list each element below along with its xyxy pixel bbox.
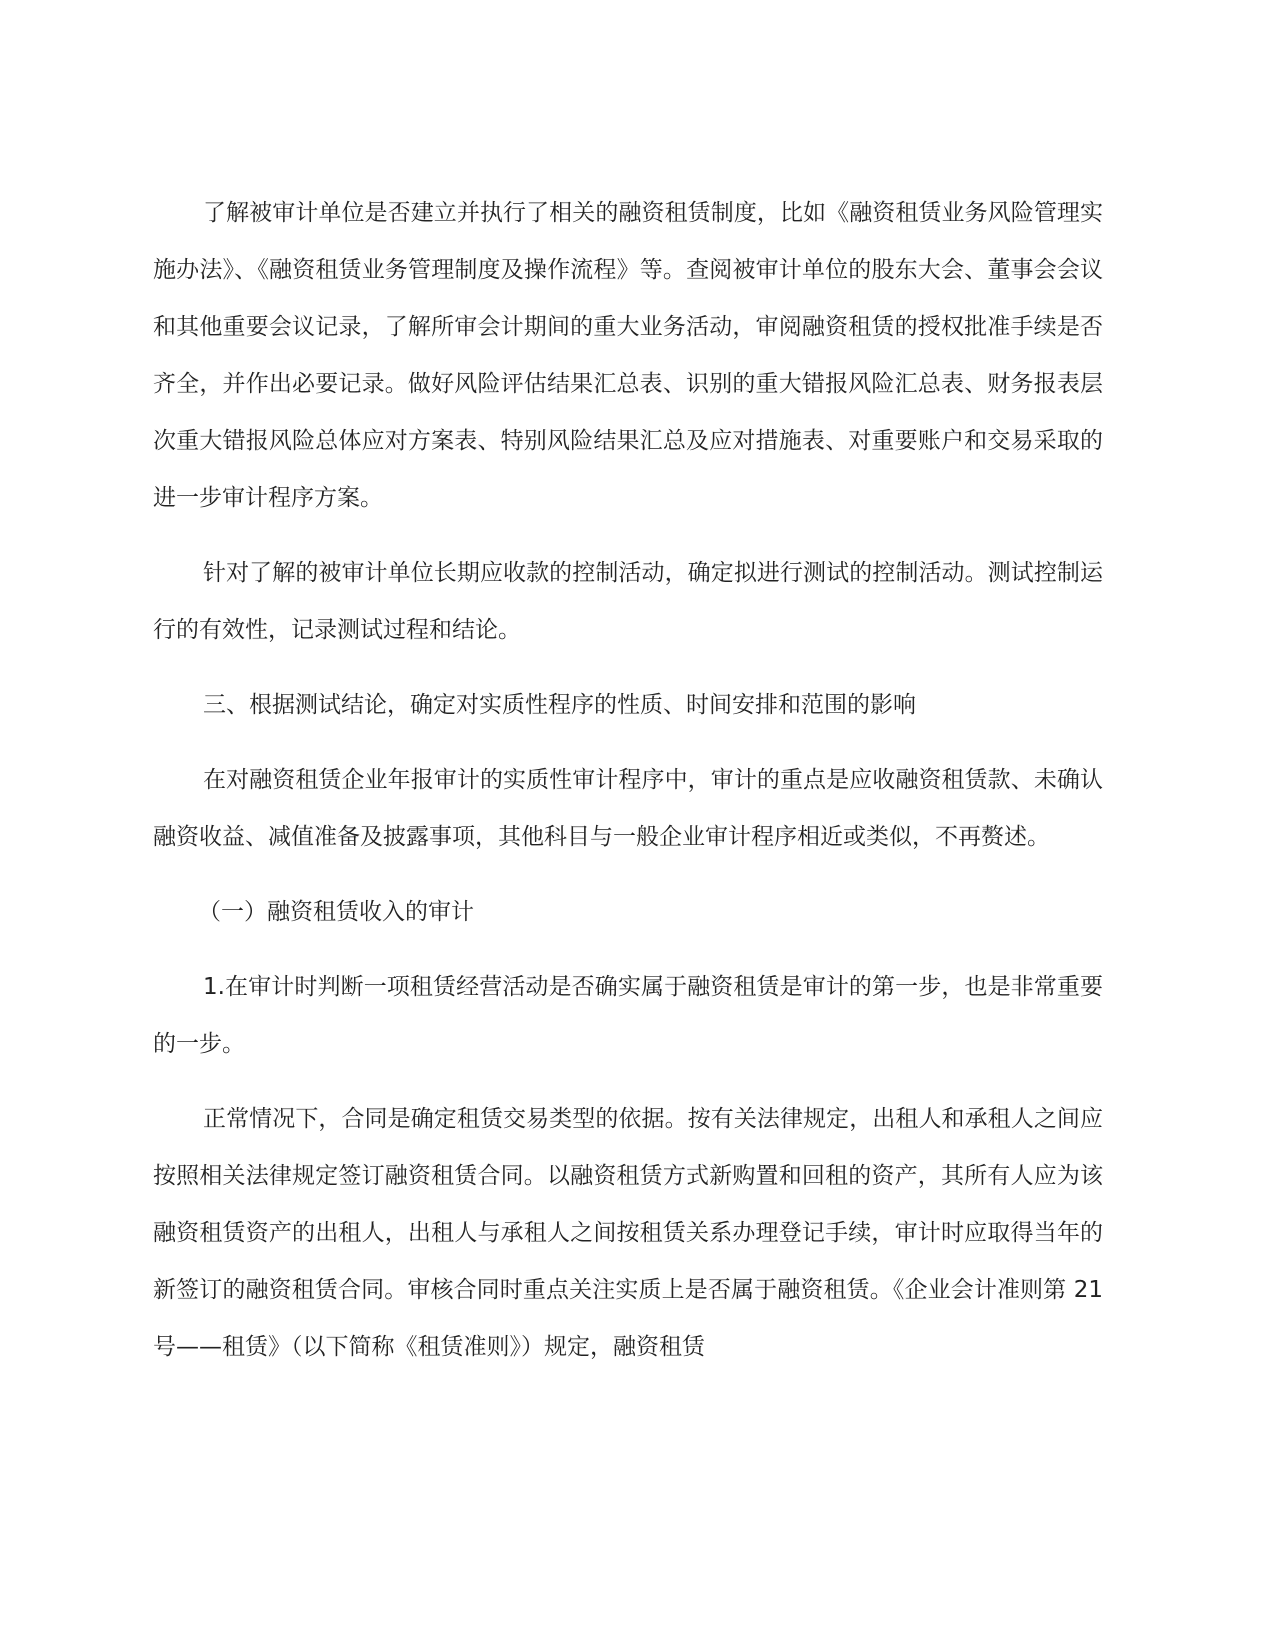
paragraph-lease-contract-basis: 正常情况下，合同是确定租赁交易类型的依据。按有关法律规定，出租人和承租人之间应按照相关法律规定签订融资租赁合同。以融资租赁方式新购置和回租的资产，其所有人应为该融资租赁资产的出租人，出租人与承租人之间按租赁关系办理登记手续，审计时应取得当年的新签订的融资租赁合同。审核合同时重点关注实质上是否属于融资租赁。《企业会计准则第 21 号——租赁》（以下简称《租赁准则》）规定，融资租赁 (153, 1106, 1103, 1360)
paragraph-audit-focus: 在对融资租赁企业年报审计的实质性审计程序中，审计的重点是应收融资租赁款、未确认融资收益、减值准备及披露事项，其他科目与一般企业审计程序相近或类似，不再赘述。 (153, 767, 1103, 850)
section-heading-substantive-procedures: 三、根据测试结论，确定对实质性程序的性质、时间安排和范围的影响 (203, 692, 916, 718)
paragraph-lease-classification-step: 1.在审计时判断一项租赁经营活动是否确实属于融资租赁是审计的第一步，也是非常重要的一步。 (153, 974, 1103, 1057)
subsection-heading-lease-income-audit: （一）融资租赁收入的审计 (198, 899, 474, 925)
document-body (153, 185, 1103, 1394)
paragraph-control-testing: 针对了解的被审计单位长期应收款的控制活动，确定拟进行测试的控制活动。测试控制运行的有效性，记录测试过程和结论。 (153, 560, 1103, 643)
paragraph-lease-system-review: 了解被审计单位是否建立并执行了相关的融资租赁制度，比如《融资租赁业务风险管理实施办法》、《融资租赁业务管理制度及操作流程》等。查阅被审计单位的股东大会、董事会会议和其他重要会议记录，了解所审会计期间的重大业务活动，审阅融资租赁的授权批准手续是否齐全，并作出必要记录。做好风险评估结果汇总表、识别的重大错报风险汇总表、财务报表层次重大错报风险总体应对方案表、特别风险结果汇总及应对措施表、对重要账户和交易采取的进一步审计程序方案。 (153, 200, 1103, 511)
